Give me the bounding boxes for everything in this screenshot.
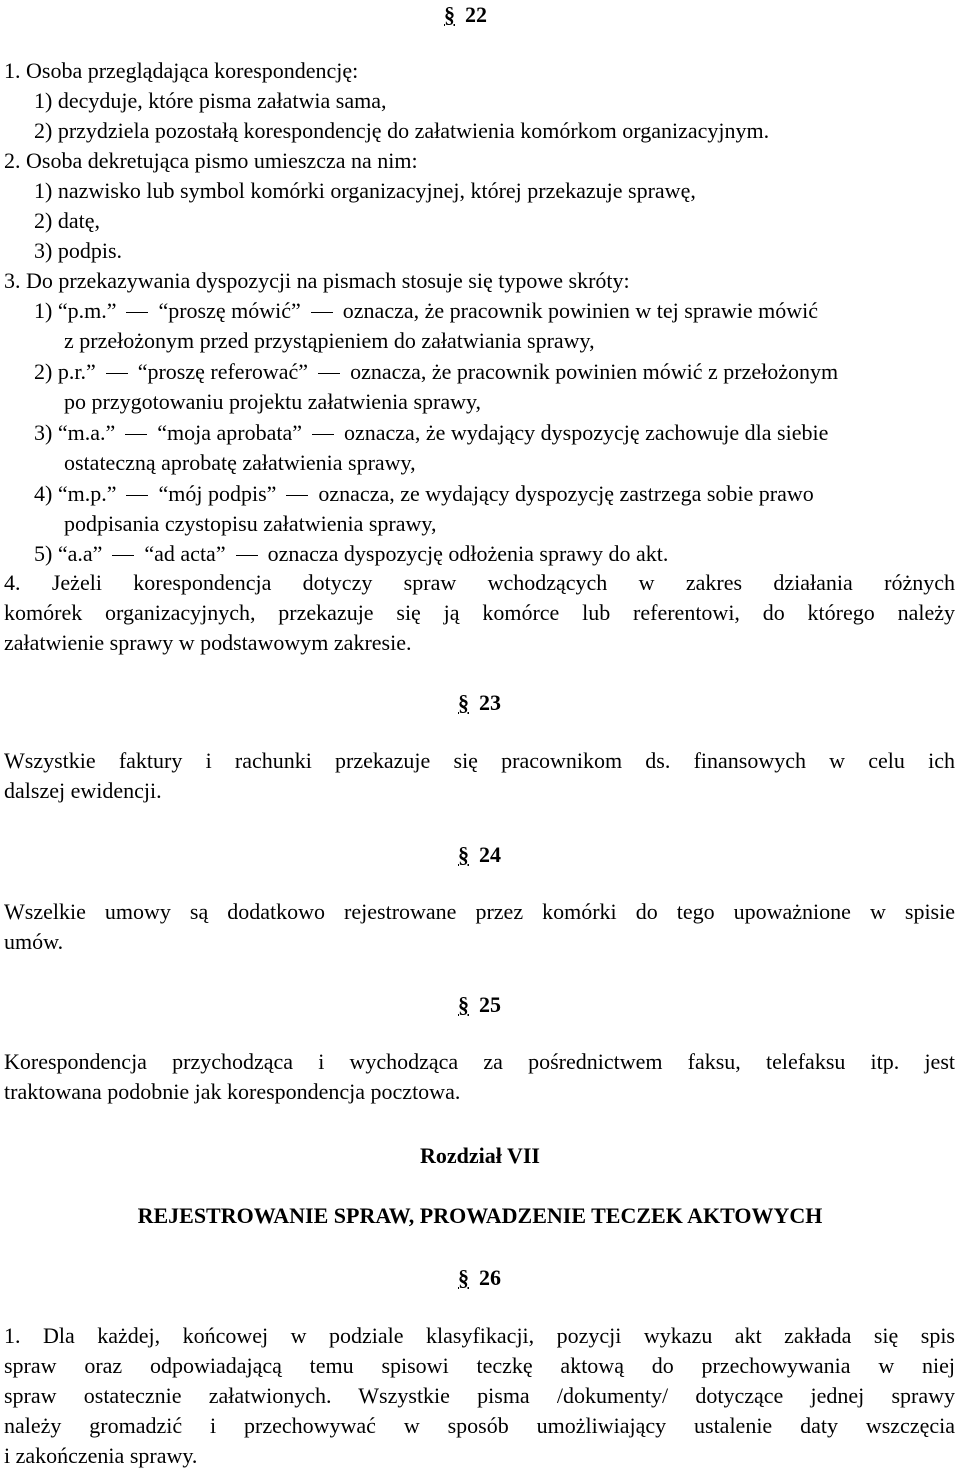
paragraph-line: 1) nazwisko lub symbol komórki organizacyjnej, której przekazuje sprawę, — [34, 178, 696, 203]
abbreviation-description: oznacza, ze wydający dyspozycję zastrzega sobie prawo — [318, 481, 814, 506]
paragraph-line: ostateczną aprobatę załatwienia sprawy, — [64, 450, 416, 475]
abbreviation-code: 5) “a.a” — [34, 541, 103, 566]
section-24-heading — [458, 840, 501, 870]
abbreviation-meaning: “proszę referować” — [137, 359, 309, 384]
abbreviation-code: 3) “m.a.” — [34, 420, 116, 445]
section-26-heading — [458, 1263, 501, 1293]
dash — [106, 373, 128, 374]
abbreviation-meaning: “mój podpis” — [158, 481, 277, 506]
paragraph-line: załatwienie sprawy w podstawowym zakresie. — [4, 630, 412, 655]
abbreviation-code: 2) p.r.” — [34, 359, 96, 384]
section-23-heading — [458, 688, 501, 718]
paragraph-line: Wszystkie faktury i rachunki przekazuje się pracownikom ds. finansowych w celu ich — [4, 748, 955, 773]
abbreviation-item — [34, 296, 818, 326]
paragraph-line: podpisania czystopisu załatwienia sprawy, — [64, 511, 437, 536]
abbreviation-item — [34, 418, 828, 448]
dash — [126, 312, 148, 313]
paragraph-line: 2. Osoba dekretująca pismo umieszcza na nim: — [4, 148, 418, 173]
dash — [312, 434, 334, 435]
paragraph-line: dalszej ewidencji. — [4, 778, 162, 803]
section-symbol: § — [458, 690, 469, 715]
paragraph-line: 4. Jeżeli korespondencja dotyczy spraw wchodzących w zakres działania różnych — [4, 570, 955, 595]
section-symbol: § — [458, 842, 469, 867]
paragraph-line: komórek organizacyjnych, przekazuje się ją komórce lub referentowi, do którego należy — [4, 600, 955, 625]
paragraph-line: spraw oraz odpowiadającą temu spisowi teczkę aktową do przechowywania w niej — [4, 1353, 955, 1378]
dash — [318, 373, 340, 374]
dash — [311, 312, 333, 313]
paragraph-line: 2) datę, — [34, 208, 100, 233]
abbreviation-code: 1) “p.m.” — [34, 298, 117, 323]
paragraph-line: 3) podpis. — [34, 238, 122, 263]
abbreviation-description: oznacza, że pracownik powinien mówić z przełożonym — [350, 359, 839, 384]
section-number: 22 — [465, 2, 487, 27]
paragraph-line: 1. Dla każdej, końcowej w podziale klasyfikacji, pozycji wykazu akt zakłada się spis — [4, 1323, 955, 1348]
paragraph-line: Korespondencja przychodząca i wychodząca za pośrednictwem faksu, telefaksu itp. jest — [4, 1049, 955, 1074]
section-symbol: § — [458, 1265, 469, 1290]
section-number: 24 — [479, 842, 501, 867]
section-symbol: § — [458, 992, 469, 1017]
paragraph-line: traktowana podobnie jak korespondencja pocztowa. — [4, 1079, 461, 1104]
dash — [286, 495, 308, 496]
abbreviation-description: oznacza dyspozycję odłożenia sprawy do akt. — [267, 541, 669, 566]
abbreviation-meaning: “moja aprobata” — [157, 420, 302, 445]
chapter-title: REJESTROWANIE SPRAW, PROWADZENIE TECZEK AKTOWYCH — [137, 1203, 823, 1228]
dash — [125, 434, 147, 435]
dash — [126, 495, 148, 496]
paragraph-line: należy gromadzić i przechowywać w sposób umożliwiający ustalenie daty wszczęcia — [4, 1413, 955, 1438]
dash — [236, 555, 258, 556]
paragraph-line: umów. — [4, 929, 64, 954]
abbreviation-item — [34, 479, 814, 509]
paragraph-line: 1) decyduje, które pisma załatwia sama, — [34, 88, 387, 113]
paragraph-line: 1. Osoba przeglądająca korespondencję: — [4, 58, 359, 83]
paragraph-line: z przełożonym przed przystąpieniem do załatwiania sprawy, — [64, 328, 595, 353]
paragraph-line: Wszelkie umowy są dodatkowo rejestrowane przez komórki do tego upoważnione w spisie — [4, 899, 955, 924]
section-22-heading — [444, 0, 487, 30]
abbreviation-item — [34, 539, 668, 569]
section-number: 25 — [479, 992, 501, 1017]
dash — [112, 555, 134, 556]
abbreviation-meaning: “ad acta” — [144, 541, 226, 566]
abbreviation-meaning: “proszę mówić” — [158, 298, 301, 323]
abbreviation-description: oznacza, że wydający dyspozycję zachowuje dla siebie — [344, 420, 829, 445]
paragraph-line: 2) przydziela pozostałą korespondencję do załatwienia komórkom organizacyjnym. — [34, 118, 770, 143]
abbreviation-description: oznacza, że pracownik powinien w tej sprawie mówić — [342, 298, 819, 323]
section-symbol: § — [444, 2, 455, 27]
abbreviation-code: 4) “m.p.” — [34, 481, 117, 506]
section-number: 23 — [479, 690, 501, 715]
abbreviation-item — [34, 357, 838, 387]
chapter-number: Rozdział VII — [420, 1143, 540, 1168]
paragraph-line: 3. Do przekazywania dyspozycji na pismach stosuje się typowe skróty: — [4, 268, 630, 293]
paragraph-line: i zakończenia sprawy. — [4, 1443, 198, 1468]
paragraph-line: spraw ostatecznie załatwionych. Wszystkie pisma /dokumenty/ dotyczące jednej sprawy — [4, 1383, 955, 1408]
paragraph-line: po przygotowaniu projektu załatwienia sprawy, — [64, 389, 482, 414]
section-number: 26 — [479, 1265, 501, 1290]
section-25-heading — [458, 990, 501, 1020]
